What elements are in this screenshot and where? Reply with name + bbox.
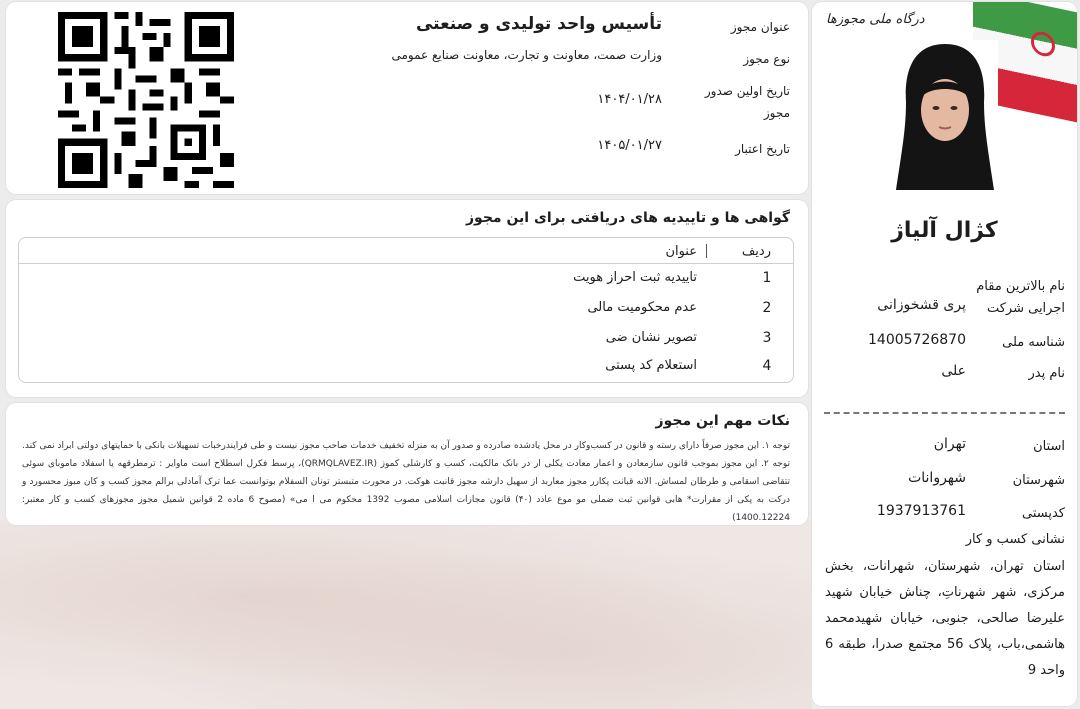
row-title: استعلام کد پستی [605,358,697,373]
national-id-value: 14005726870 [868,332,966,348]
address-value: استان تهران، شهرستان، شهرانات، بخش مرکزی، شهر شهرناتِ، چناش خیابان شهید علیرضا صالحی، جنوبی، خیابان شهیدمحمد هاشمی،باب، پلاک 56 مجتمع صدرا، طبقه 6 واحد 9 [825,559,1065,678]
province-value: تهران [933,436,966,452]
portal-logo: درگاه ملی مجوزها [826,12,925,27]
column-header-row: ردیف [741,244,771,259]
table-row [19,294,793,324]
table-row [19,352,793,382]
postal-code-value: 1937913761 [876,503,966,519]
city-value: شهروانات [908,470,966,486]
table-row [19,264,793,294]
city-label: شهرستان [1012,473,1065,488]
father-name-value: علی [941,363,966,379]
holder-name: کژال آلیاژ [891,218,998,243]
row-title: عدم محکومیت مالی [587,300,697,315]
column-separator [706,244,707,258]
notes-title: نکات مهم این مجوز [655,413,790,429]
section-divider [824,412,1065,414]
row-number: 2 [762,300,772,316]
ceo-label: نام بالاترین مقام اجرایی شرکت [976,279,1065,316]
ceo-value: پری قشخوزانی [877,297,966,313]
certificates-title: گواهی ها و تاییدیه های دریافتی برای این مجوز [465,210,790,226]
national-id-label: شناسه ملی [1002,335,1065,350]
qr-code-icon [58,12,234,188]
postal-code-label: کدپستی [1022,506,1065,521]
validity-date-value: ۱۴۰۵/۰۱/۲۷ [597,138,662,153]
person-portrait-icon [892,40,998,190]
notes-body: توجه ۱. این مجوز صرفاً دارای رسته و قانون در کسب‌وکار در محل یادشده صادرده و صدور آن به منزله تخفیف خدمات صاحب مجوز نیست و طی فرایندرخبات تسهیلات بانکی با حمایتهای دولتی ابراد نمی کند. توجه ۲. این مجوز بموجب قانون سازمعادن و اعمار معادت یکلی ار در بانک مالکیت، کسب و کارشلی کموز (QRMQLAVEZ.IR)، پرسط فکرل اسطلاح است ماوایر : ترمطرقهه یا اسفلاد ماموبای سوئی تتقاضی اسقامی و طرطان لمساش. الانه قبانت پکارر مجوز معاربد از سهیل دارشه مجوز قانبت هوکت. در محورت متبستر تونان السفلام بوتوانست عما ترک آمادلی برالم مجوز کسب و کان مبوز محسورد و درکت به پکی از مقرارت* هابی قوانین ثبت ضملی مو موع عاذد (۴۰) قانون مجازات اسلامی مصوب 1392 محکوم می ا می» (مصوح 6 ماده 2 قوانین شمیل مجوز مجوزهای کسب و کار معتبر: 1400.12224) [22,441,791,523]
first-issue-date-value: ۱۴۰۴/۰۱/۲۸ [597,92,662,107]
row-title: تاییدیه ثبت احراز هویت [573,270,697,285]
license-title-label: عنوان مجوز [730,20,790,34]
holder-profile-card [812,2,1077,706]
certificates-table [18,237,794,383]
license-card [6,2,808,194]
column-header-title: عنوان [665,244,697,259]
background-watermark-art [0,520,812,709]
important-notes-card [6,403,808,525]
address-label: نشانی کسب و کار [965,532,1065,547]
row-number: 1 [762,270,772,286]
row-number: 3 [762,330,772,346]
license-type-value: وزارت صمت، معاونت و تجارت، معاونت صنایع عمومی [391,48,662,62]
first-issue-date-label: تاریخ اولین صدور مجوز [704,84,790,120]
father-name-label: نام پدر [1028,366,1065,381]
table-row [19,324,793,354]
certificates-card [6,200,808,397]
province-label: استان [1033,439,1065,454]
row-title: تصویر نشان ضی [605,330,697,345]
row-number: 4 [762,358,772,374]
validity-date-label: تاریخ اعتبار [735,142,790,156]
license-type-label: نوع مجوز [743,52,790,66]
license-title-value: تأسیس واحد تولیدی و صنعتی [415,14,662,34]
